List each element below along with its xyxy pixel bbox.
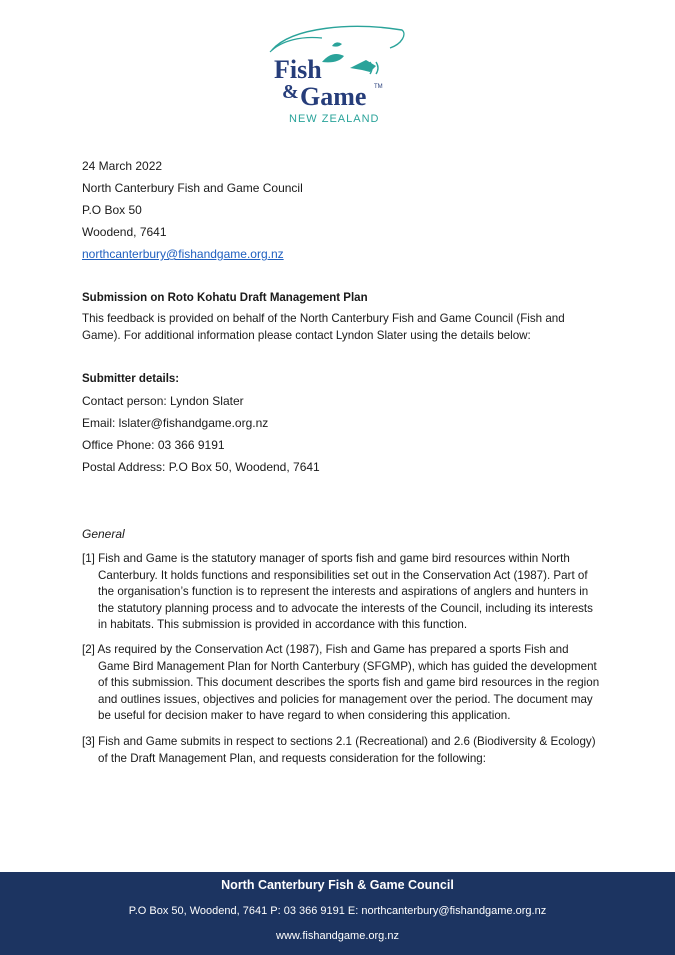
paragraph-3: [3] Fish and Game submits in respect to sections 2.1 (Recreational) and 2.6 (Biodiversity & Ecology) of the Draft Management Plan, and requests consideration for the following: xyxy=(82,735,596,765)
submitter-contact: Contact person: Lyndon Slater xyxy=(82,394,244,408)
subject-heading: Submission on Roto Kohatu Draft Management Plan xyxy=(82,292,368,304)
paragraph-1: [1] Fish and Game is the statutory manager of sports fish and game bird resources within North Canterbury. It holds functions and responsibilities set out in the Conservation Act (1987). Part of the organisation’s function is to represent the interests and aspirations of anglers and hunters in the statutory planning process and to advocate the interests of the Council, including its interests in habitats. This submission is provided in accordance with this function. xyxy=(82,552,593,632)
footer-title: North Canterbury Fish & Game Council xyxy=(221,878,454,892)
logo-trademark: TM xyxy=(374,84,383,90)
submitter-heading: Submitter details: xyxy=(82,373,180,385)
submitter-phone: Office Phone: 03 366 9191 xyxy=(82,438,225,452)
paragraph-2: [2] As required by the Conservation Act (1987), Fish and Game has prepared a sports Fish and Game Bird Management Plan for North Canterbury (SFGMP), which has guided the development of this submission. This document describes the sports fish and game bird resources in the region and outlines issues, objectives and policies for management over the period. The document may be useful for decision maker to have regard to when considering this application. xyxy=(82,643,600,723)
logo-subtitle: NEW ZEALAND xyxy=(289,113,380,125)
general-heading: General xyxy=(82,527,125,541)
logo-game-text: Game xyxy=(300,82,367,111)
footer-website[interactable]: www.fishandgame.org.nz xyxy=(276,930,399,942)
letter-date: 24 March 2022 xyxy=(82,159,163,173)
addressee-email-link[interactable]: northcanterbury@fishandgame.org.nz xyxy=(82,247,284,261)
submitter-postal: Postal Address: P.O Box 50, Woodend, 7641 xyxy=(82,460,320,474)
submitter-email: Email: lslater@fishandgame.org.nz xyxy=(82,416,269,430)
logo-amp-text: & xyxy=(282,81,299,103)
footer-bar xyxy=(0,872,675,955)
logo-fish-text: Fish xyxy=(274,55,322,84)
intro-text: This feedback is provided on behalf of the North Canterbury Fish and Game Council (Fish and Game). For additional information please contact Lyndon Slater using the details below: xyxy=(82,312,565,342)
fish-and-game-logo xyxy=(262,22,412,128)
addressee-name: North Canterbury Fish and Game Council xyxy=(82,181,303,195)
footer-contact: P.O Box 50, Woodend, 7641 P: 03 366 9191 E: northcanterbury@fishandgame.org.nz xyxy=(128,905,547,917)
intro-paragraph xyxy=(82,311,602,344)
addressee-town: Woodend, 7641 xyxy=(82,225,167,239)
addressee-pobox: P.O Box 50 xyxy=(82,203,142,217)
